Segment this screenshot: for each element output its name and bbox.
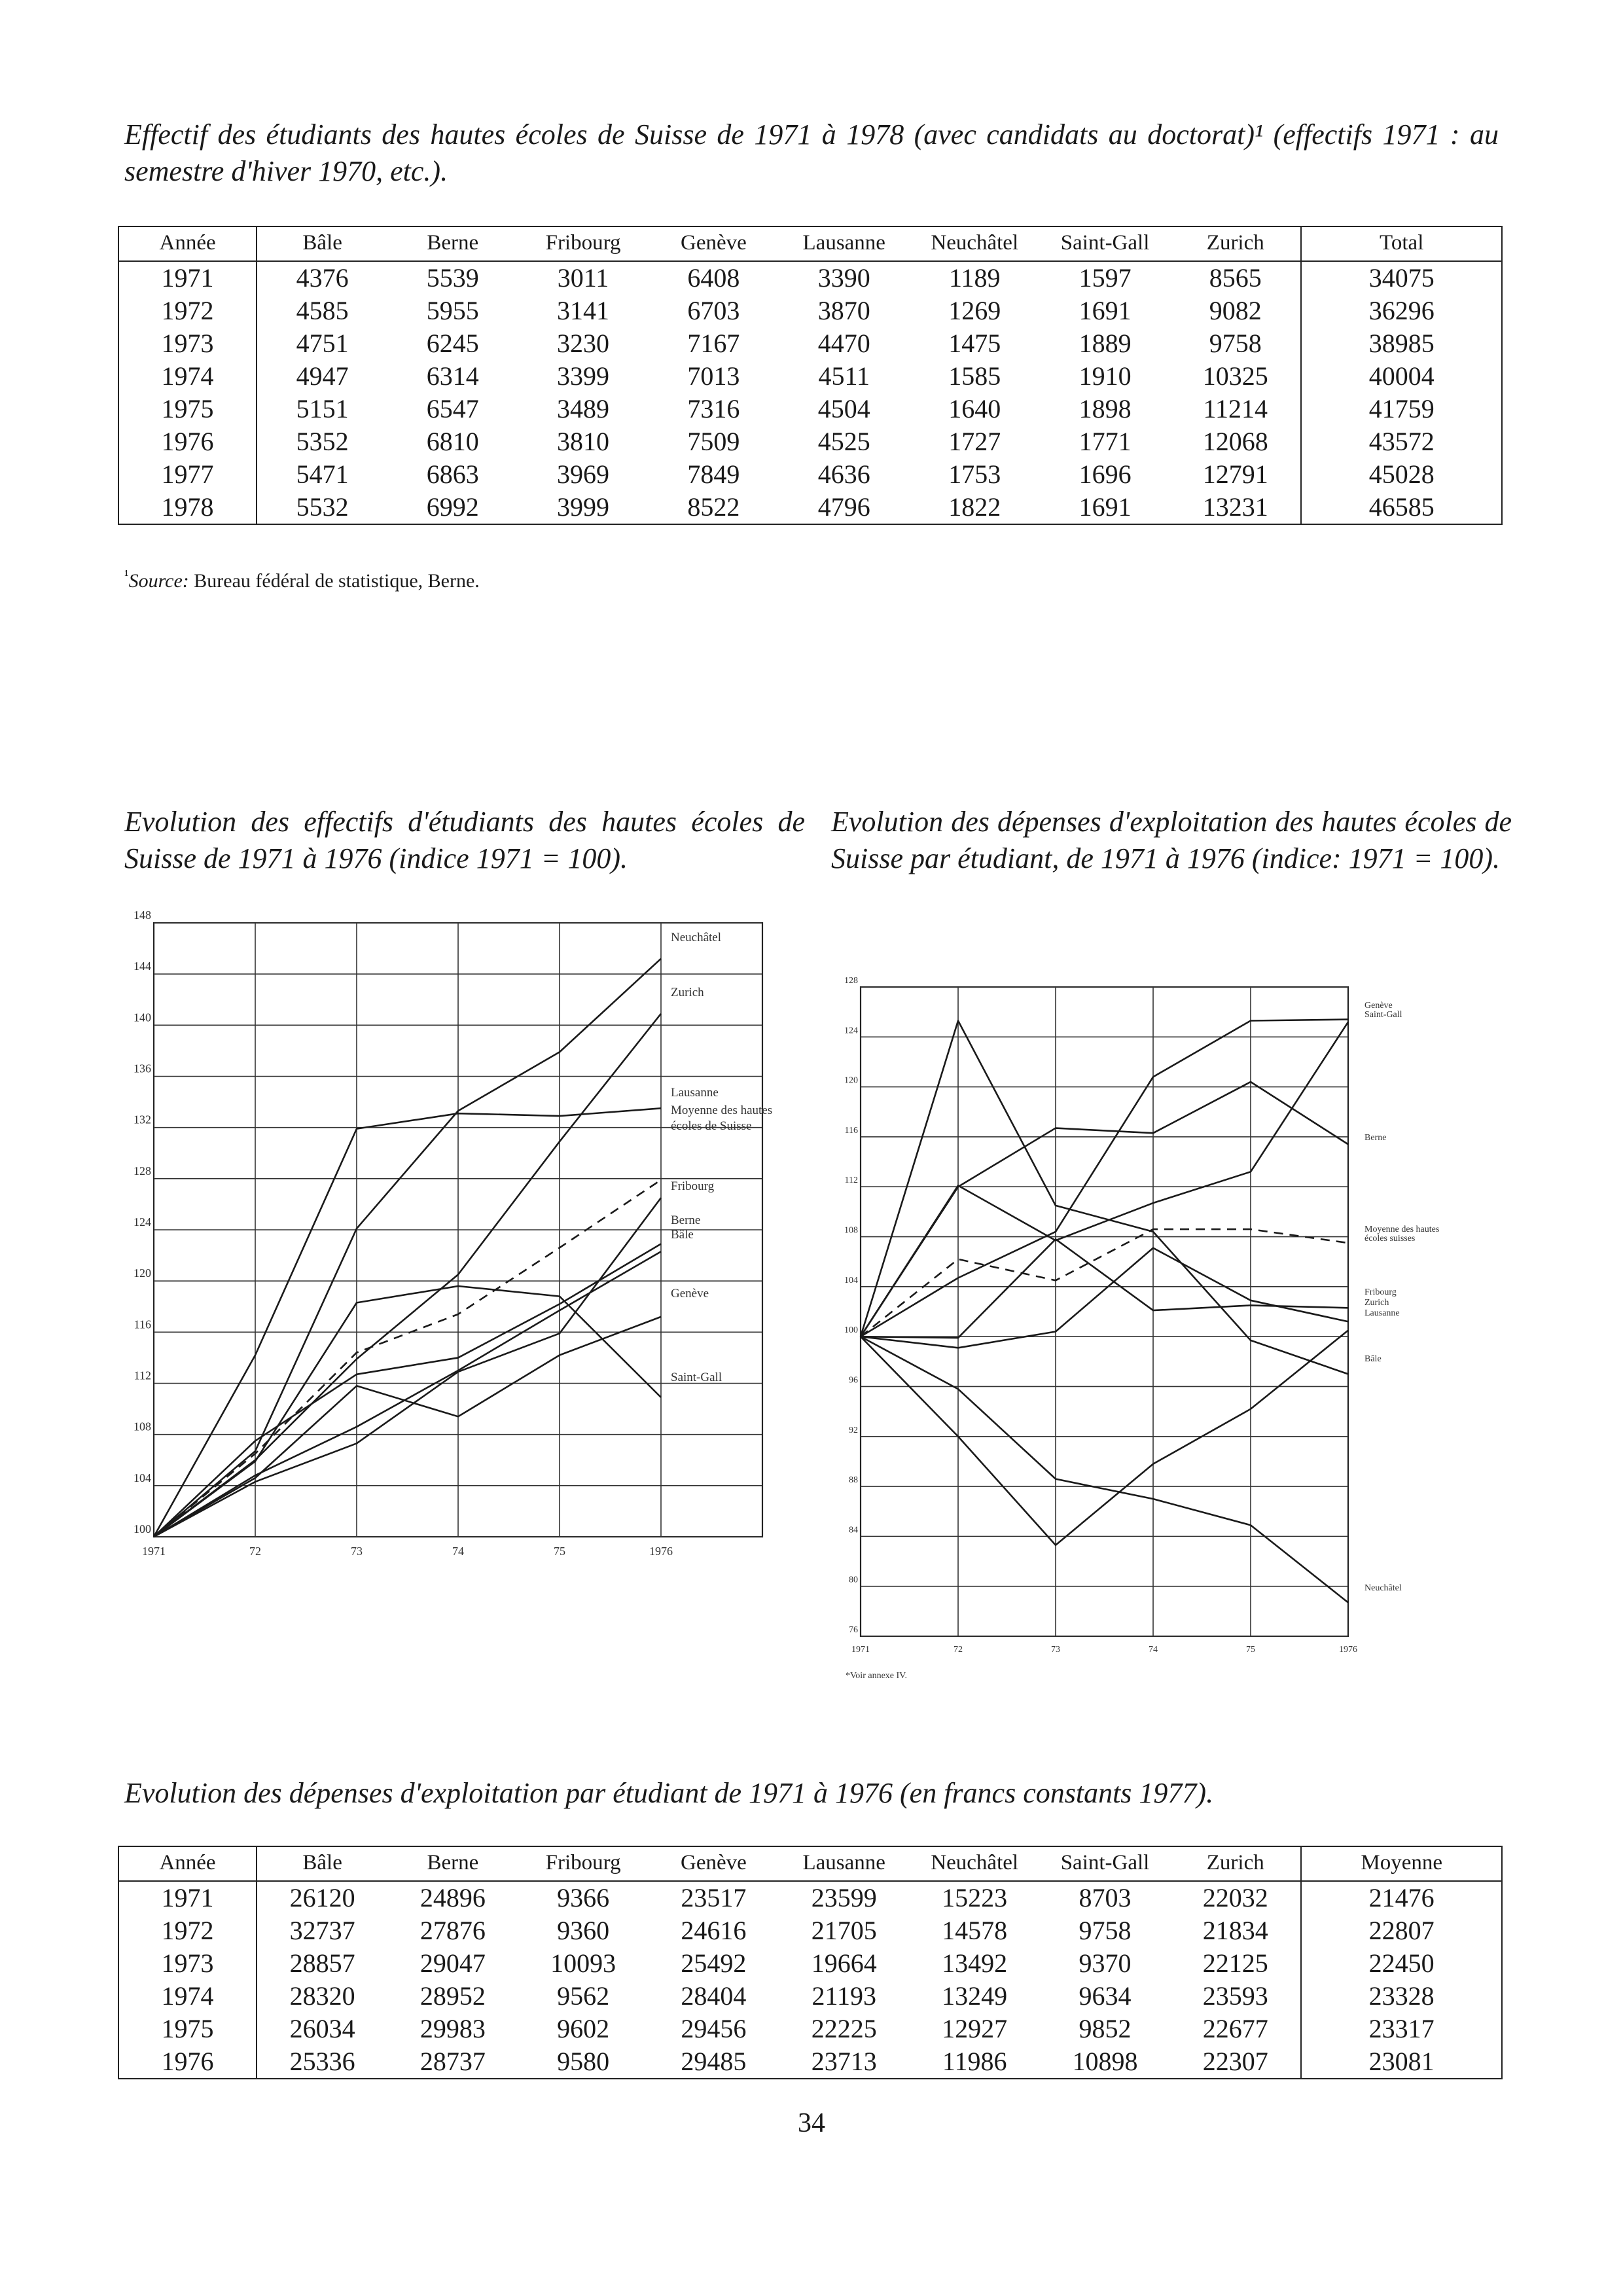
table-row xyxy=(118,2045,1502,2079)
series-line xyxy=(861,1331,1348,1545)
y-tick-label: 116 xyxy=(844,1125,858,1136)
value-cell: 9360 xyxy=(557,1916,610,1945)
value-cell: 3969 xyxy=(557,459,610,489)
table-row xyxy=(118,393,1502,425)
y-tick-label: 104 xyxy=(134,1471,151,1484)
value-cell: 1585 xyxy=(948,361,1001,391)
y-tick-label: 108 xyxy=(134,1420,151,1433)
value-cell: 4796 xyxy=(817,492,870,522)
value-cell: 1269 xyxy=(948,296,1001,325)
year-cell: 1974 xyxy=(118,360,257,393)
y-tick-label: 112 xyxy=(134,1369,151,1382)
column-header: Berne xyxy=(387,1846,518,1881)
value-cell: 22807 xyxy=(1368,1916,1435,1945)
value-cell: 28857 xyxy=(289,1948,355,1978)
y-tick-label: 120 xyxy=(844,1075,858,1086)
series-line xyxy=(861,1248,1348,1348)
legend-label: Neuchâtel xyxy=(1364,1583,1402,1593)
table-row xyxy=(118,1947,1502,1980)
value-cell: 3011 xyxy=(557,263,609,293)
legend-label: Berne xyxy=(671,1213,701,1227)
x-tick-label: 1976 xyxy=(649,1545,673,1558)
value-cell: 3870 xyxy=(817,296,870,325)
value-cell: 22125 xyxy=(1170,1947,1301,1980)
column-header: Neuchâtel xyxy=(909,226,1040,261)
value-cell: 5151 xyxy=(296,394,349,423)
value-cell: 4504 xyxy=(817,394,870,423)
table-row xyxy=(118,261,1502,295)
year-cell: 1974 xyxy=(118,1980,257,2013)
y-tick-label: 136 xyxy=(134,1062,151,1075)
value-cell: 6314 xyxy=(426,361,479,391)
value-cell: 6547 xyxy=(426,394,479,423)
value-cell: 6408 xyxy=(687,263,740,293)
value-cell: 6992 xyxy=(426,492,479,522)
value-cell: 3399 xyxy=(557,361,610,391)
legend-label: Lausanne xyxy=(671,1086,719,1100)
year-cell: 1975 xyxy=(118,393,257,425)
value-cell: 28404 xyxy=(681,1981,747,2011)
value-cell: 40004 xyxy=(1368,361,1435,391)
x-tick-label: 75 xyxy=(554,1545,565,1558)
value-cell: 21834 xyxy=(1170,1914,1301,1947)
value-cell: 25336 xyxy=(289,2047,355,2076)
value-cell: 7849 xyxy=(687,459,740,489)
y-tick-label: 88 xyxy=(849,1475,858,1486)
value-cell: 8565 xyxy=(1170,261,1301,295)
value-cell: 11986 xyxy=(942,2047,1007,2076)
year-cell: 1976 xyxy=(118,425,257,458)
value-cell: 5955 xyxy=(426,296,479,325)
value-cell: 14578 xyxy=(942,1916,1008,1945)
value-cell: 26120 xyxy=(289,1883,355,1912)
value-cell: 41759 xyxy=(1368,394,1435,423)
legend-label: écoles de Suisse xyxy=(671,1119,752,1133)
value-cell: 6703 xyxy=(687,296,740,325)
value-cell: 23328 xyxy=(1368,1981,1435,2011)
series-line xyxy=(861,1239,1348,1338)
value-cell: 10093 xyxy=(550,1948,616,1978)
value-cell: 4376 xyxy=(296,263,349,293)
value-cell: 15223 xyxy=(942,1883,1008,1912)
value-cell: 23517 xyxy=(681,1883,747,1912)
value-cell: 29047 xyxy=(419,1948,486,1978)
value-cell: 22677 xyxy=(1170,2013,1301,2045)
value-cell: 22032 xyxy=(1170,1881,1301,1914)
value-cell: 4511 xyxy=(818,361,870,391)
series-line xyxy=(861,1021,1348,1374)
table-header-row xyxy=(118,1846,1502,1881)
value-cell: 23081 xyxy=(1368,2047,1435,2076)
legend-label: Lausanne xyxy=(1364,1308,1400,1318)
column-header: Année xyxy=(118,1846,257,1881)
value-cell: 4525 xyxy=(817,427,870,456)
table-row xyxy=(118,491,1502,524)
table-row xyxy=(118,1914,1502,1947)
value-cell: 29983 xyxy=(419,2014,486,2043)
legend-label: Bâle xyxy=(671,1228,694,1242)
column-header: Fribourg xyxy=(518,226,648,261)
value-cell: 9852 xyxy=(1079,2014,1132,2043)
value-cell: 4585 xyxy=(296,296,349,325)
legend-label: écoles suisses xyxy=(1364,1234,1416,1244)
y-tick-label: 120 xyxy=(134,1266,151,1280)
y-tick-label: 100 xyxy=(134,1522,151,1535)
enrollment-index-chart xyxy=(98,897,838,1564)
series-line xyxy=(154,1180,661,1537)
table-row xyxy=(118,360,1502,393)
table1-footnote xyxy=(124,567,480,592)
value-cell: 34075 xyxy=(1368,263,1435,293)
table-row xyxy=(118,425,1502,458)
value-cell: 7013 xyxy=(687,361,740,391)
series-line xyxy=(154,959,661,1537)
year-cell: 1977 xyxy=(118,458,257,491)
value-cell: 9580 xyxy=(557,2047,610,2076)
year-cell: 1976 xyxy=(118,2045,257,2079)
value-cell: 12927 xyxy=(942,2014,1008,2043)
value-cell: 9370 xyxy=(1079,1948,1132,1978)
legend-label: Neuchâtel xyxy=(671,931,722,944)
value-cell: 22307 xyxy=(1170,2045,1301,2079)
value-cell: 27876 xyxy=(419,1916,486,1945)
year-cell: 1975 xyxy=(118,2013,257,2045)
chart2-caption: Evolution des dépenses d'exploitation des hautes écoles de Suisse par étudiant, de 1971 à 1976 (indice: 1971 = 100). xyxy=(831,806,1512,874)
value-cell: 7167 xyxy=(687,329,740,358)
column-header: Neuchâtel xyxy=(909,1846,1039,1881)
table-row xyxy=(118,458,1502,491)
plot-frame xyxy=(861,987,1348,1636)
legend-label: Moyenne des hautes xyxy=(671,1103,773,1117)
y-tick-label: 144 xyxy=(134,960,151,973)
x-tick-label: 1971 xyxy=(851,1645,870,1655)
y-tick-label: 112 xyxy=(844,1175,858,1186)
value-cell: 4751 xyxy=(296,329,349,358)
year-cell: 1972 xyxy=(118,1914,257,1947)
value-cell: 8522 xyxy=(687,492,740,522)
y-tick-label: 116 xyxy=(134,1318,151,1331)
y-tick-label: 84 xyxy=(849,1525,858,1535)
series-line xyxy=(154,1286,661,1537)
y-tick-label: 140 xyxy=(134,1011,151,1024)
value-cell: 6810 xyxy=(426,427,479,456)
series-line xyxy=(861,1082,1348,1336)
y-tick-label: 132 xyxy=(134,1113,151,1126)
value-cell: 22450 xyxy=(1368,1948,1435,1978)
value-cell: 13492 xyxy=(942,1948,1008,1978)
legend-label: Fribourg xyxy=(671,1179,715,1193)
value-cell: 24616 xyxy=(681,1916,747,1945)
table-row xyxy=(118,1881,1502,1914)
column-header: Total xyxy=(1301,226,1502,261)
y-tick-label: 100 xyxy=(844,1325,858,1336)
value-cell: 1753 xyxy=(948,459,1001,489)
value-cell: 38985 xyxy=(1368,329,1435,358)
column-header: Année xyxy=(118,226,257,261)
legend-label: Berne xyxy=(1364,1133,1387,1143)
value-cell: 7509 xyxy=(687,427,740,456)
value-cell: 21476 xyxy=(1368,1883,1435,1912)
value-cell: 46585 xyxy=(1368,492,1435,522)
x-tick-label: 74 xyxy=(452,1545,464,1558)
value-cell: 28320 xyxy=(289,1981,355,2011)
series-line xyxy=(154,1014,661,1537)
value-cell: 32737 xyxy=(289,1916,355,1945)
x-tick-label: 74 xyxy=(1149,1645,1158,1655)
value-cell: 1898 xyxy=(1079,394,1132,423)
value-cell: 21705 xyxy=(811,1916,877,1945)
legend-label: Zurich xyxy=(671,986,704,999)
legend-label: Genève xyxy=(1364,1001,1393,1011)
y-tick-label: 96 xyxy=(849,1375,858,1386)
column-header: Fribourg xyxy=(518,1846,648,1881)
value-cell: 7316 xyxy=(687,394,740,423)
x-tick-label: 73 xyxy=(351,1545,363,1558)
value-cell: 9562 xyxy=(557,1981,610,2011)
value-cell: 3230 xyxy=(557,329,610,358)
column-header: Bâle xyxy=(257,226,387,261)
y-tick-label: 80 xyxy=(849,1575,858,1585)
value-cell: 29485 xyxy=(681,2047,747,2076)
value-cell: 6245 xyxy=(426,329,479,358)
column-header: Genève xyxy=(649,226,779,261)
value-cell: 4470 xyxy=(817,329,870,358)
value-cell: 23599 xyxy=(811,1883,877,1912)
x-tick-label: 1976 xyxy=(1339,1645,1357,1655)
x-tick-label: 75 xyxy=(1246,1645,1255,1655)
footnote-label: Source: xyxy=(128,570,189,592)
value-cell: 1889 xyxy=(1079,329,1132,358)
value-cell: 9634 xyxy=(1079,1981,1132,2011)
y-tick-label: 128 xyxy=(134,1164,151,1177)
value-cell: 9082 xyxy=(1170,295,1301,327)
value-cell: 12068 xyxy=(1170,425,1301,458)
table-row xyxy=(118,1980,1502,2013)
legend-label: Bâle xyxy=(1364,1354,1382,1364)
value-cell: 26034 xyxy=(289,2014,355,2043)
column-header: Zurich xyxy=(1170,1846,1301,1881)
column-header: Berne xyxy=(387,226,518,261)
value-cell: 5532 xyxy=(296,492,349,522)
value-cell: 36296 xyxy=(1368,296,1435,325)
column-header: Genève xyxy=(649,1846,779,1881)
value-cell: 43572 xyxy=(1368,427,1435,456)
value-cell: 11214 xyxy=(1170,393,1301,425)
page-number: 34 xyxy=(798,2108,825,2138)
column-header: Bâle xyxy=(257,1846,387,1881)
x-tick-label: 72 xyxy=(954,1645,963,1655)
students-table xyxy=(118,226,1503,525)
year-cell: 1971 xyxy=(118,261,257,295)
legend-label: Saint-Gall xyxy=(1364,1010,1402,1020)
y-tick-label: 108 xyxy=(844,1225,858,1236)
value-cell: 9758 xyxy=(1170,327,1301,360)
value-cell: 4947 xyxy=(296,361,349,391)
table-row xyxy=(118,327,1502,360)
value-cell: 5471 xyxy=(296,459,349,489)
column-header: Lausanne xyxy=(779,226,909,261)
value-cell: 3390 xyxy=(817,263,870,293)
value-cell: 10325 xyxy=(1170,360,1301,393)
column-header: Saint-Gall xyxy=(1040,226,1170,261)
table2-caption: Evolution des dépenses d'exploitation par étudiant de 1971 à 1976 (en francs constants 1977). xyxy=(124,1777,1214,1809)
chart2-footnote: *Voir annexe IV. xyxy=(846,1671,907,1681)
year-cell: 1973 xyxy=(118,327,257,360)
legend-label: Fribourg xyxy=(1364,1287,1397,1297)
value-cell: 10898 xyxy=(1072,2047,1138,2076)
year-cell: 1971 xyxy=(118,1881,257,1914)
value-cell: 1696 xyxy=(1079,459,1132,489)
value-cell: 45028 xyxy=(1368,459,1435,489)
x-tick-label: 1971 xyxy=(142,1545,166,1558)
value-cell: 3999 xyxy=(557,492,610,522)
year-cell: 1972 xyxy=(118,295,257,327)
legend-label: Zurich xyxy=(1364,1298,1389,1308)
value-cell: 13249 xyxy=(942,1981,1008,2011)
y-tick-label: 148 xyxy=(134,908,151,922)
value-cell: 8703 xyxy=(1079,1883,1132,1912)
year-cell: 1973 xyxy=(118,1947,257,1980)
value-cell: 6863 xyxy=(426,459,479,489)
column-header: Lausanne xyxy=(779,1846,909,1881)
value-cell: 12791 xyxy=(1170,458,1301,491)
value-cell: 23593 xyxy=(1170,1980,1301,2013)
column-header: Moyenne xyxy=(1301,1846,1502,1881)
table1-caption: Effectif des étudiants des hautes écoles de Suisse de 1971 à 1978 (avec candidats au doctorat)¹ (effectifs 1971 : au semestre d'hiver 1970, etc.). xyxy=(124,118,1499,187)
value-cell: 1771 xyxy=(1079,427,1132,456)
series-line xyxy=(861,1229,1348,1336)
value-cell: 28952 xyxy=(419,1981,486,2011)
column-header: Zurich xyxy=(1170,226,1301,261)
value-cell: 5539 xyxy=(426,263,479,293)
y-tick-label: 128 xyxy=(844,976,858,986)
value-cell: 1727 xyxy=(948,427,1001,456)
value-cell: 19664 xyxy=(811,1948,877,1978)
value-cell: 13231 xyxy=(1170,491,1301,524)
x-tick-label: 72 xyxy=(249,1545,261,1558)
legend-label: Moyenne des hautes xyxy=(1364,1225,1440,1234)
series-line xyxy=(861,1336,1348,1602)
value-cell: 1822 xyxy=(948,492,1001,522)
value-cell: 25492 xyxy=(681,1948,747,1978)
table-row xyxy=(118,295,1502,327)
value-cell: 9602 xyxy=(557,2014,610,2043)
legend-label: Genève xyxy=(671,1287,709,1300)
column-header: Saint-Gall xyxy=(1040,1846,1170,1881)
value-cell: 23317 xyxy=(1368,2014,1435,2043)
value-cell: 4636 xyxy=(817,459,870,489)
y-tick-label: 104 xyxy=(844,1275,858,1285)
chart1-caption: Evolution des effectifs d'étudiants des hautes écoles de Suisse de 1971 à 1976 (indice 1971 = 100). xyxy=(124,806,805,874)
value-cell: 1597 xyxy=(1079,263,1132,293)
value-cell: 29456 xyxy=(681,2014,747,2043)
value-cell: 1691 xyxy=(1079,296,1132,325)
value-cell: 23713 xyxy=(811,2047,877,2076)
value-cell: 24896 xyxy=(419,1883,486,1912)
year-cell: 1978 xyxy=(118,491,257,524)
value-cell: 1189 xyxy=(948,263,1001,293)
value-cell: 1910 xyxy=(1079,361,1132,391)
table-header-row xyxy=(118,226,1502,261)
value-cell: 21193 xyxy=(812,1981,876,2011)
value-cell: 3810 xyxy=(557,427,610,456)
y-tick-label: 124 xyxy=(134,1215,151,1229)
value-cell: 28737 xyxy=(419,2047,486,2076)
value-cell: 9366 xyxy=(557,1883,610,1912)
y-tick-label: 92 xyxy=(849,1425,858,1435)
table-row xyxy=(118,2013,1502,2045)
value-cell: 5352 xyxy=(296,427,349,456)
y-tick-label: 124 xyxy=(844,1026,858,1036)
footnote-text: Bureau fédéral de statistique, Berne. xyxy=(188,570,480,592)
value-cell: 1475 xyxy=(948,329,1001,358)
footnote-mark: ¹ xyxy=(124,567,129,583)
value-cell: 3489 xyxy=(557,394,610,423)
value-cell: 1640 xyxy=(948,394,1001,423)
value-cell: 22225 xyxy=(811,2014,877,2043)
expenses-index-chart xyxy=(812,962,1486,1682)
value-cell: 3141 xyxy=(557,296,610,325)
expenses-table xyxy=(118,1846,1503,2079)
value-cell: 9758 xyxy=(1079,1916,1132,1945)
y-tick-label: 76 xyxy=(849,1625,858,1635)
series-line xyxy=(154,1317,661,1537)
x-tick-label: 73 xyxy=(1051,1645,1060,1655)
value-cell: 1691 xyxy=(1079,492,1132,522)
legend-label: Saint-Gall xyxy=(671,1371,722,1384)
